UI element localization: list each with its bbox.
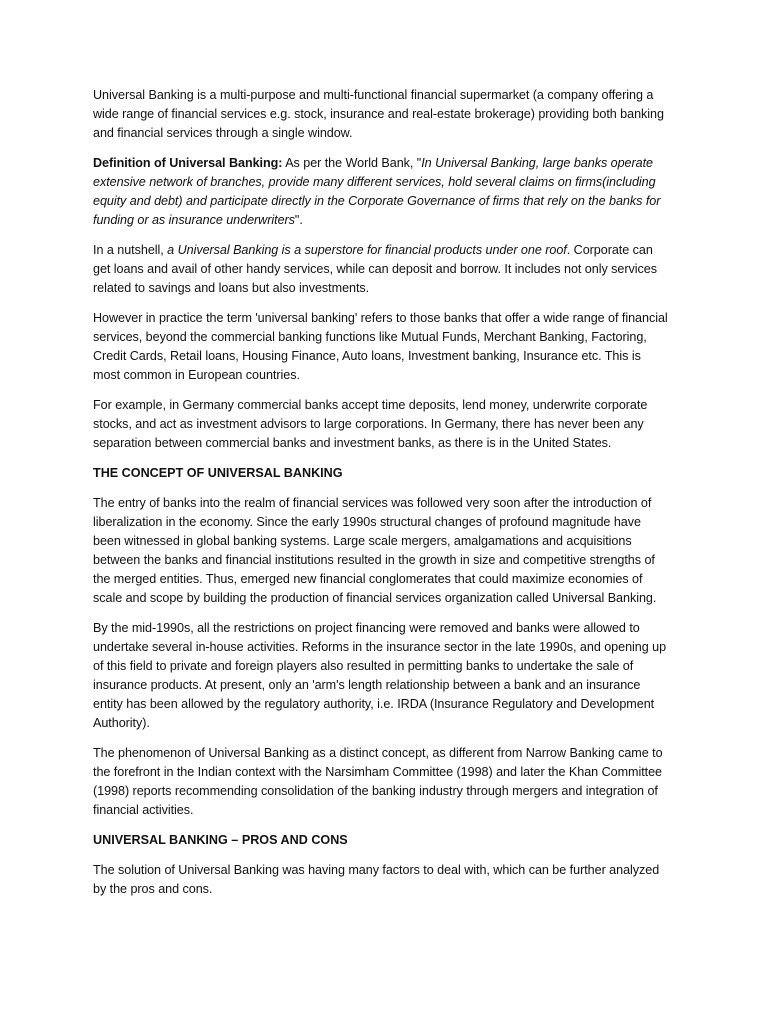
nutshell-emphasis: a Universal Banking is a superstore for financial products under one roof	[167, 243, 567, 257]
definition-paragraph	[93, 154, 668, 230]
germany-paragraph: For example, in Germany commercial banks accept time deposits, lend money, underwrite corporate stocks, and act as investment advisors to large corporations. In Germany, there has never been any separation between commercial banks and investment banks, as there is in the United States.	[93, 398, 648, 450]
nutshell-rest: . Corporate can get loans and avail of other handy services, while can deposit and borrow. It includes not only services related to savings and loans but also investments.	[93, 243, 657, 295]
practice-paragraph: However in practice the term 'universal banking' refers to those banks that offer a wide range of financial services, beyond the commercial banking functions like Mutual Funds, Merchant Banking, Factoring, Credit Cards, Retail loans, Housing Finance, Auto loans, Investment banking, Insurance etc. This is most common in European countries.	[93, 311, 668, 382]
mid-1990s-paragraph: By the mid-1990s, all the restrictions on project financing were removed and banks were allowed to undertake several in-house activities. Reforms in the insurance sector in the late 1990s, and opening up of this field to private and foreign players also resulted in permitting banks to undertake the sale of insurance products. At present, only an 'arm's length relationship between a bank and an insurance entity has been allowed by the regulatory authority, i.e. IRDA (Insurance Regulatory and Development Authority).	[93, 621, 667, 730]
phenomenon-paragraph: The phenomenon of Universal Banking as a distinct concept, as different from Narrow Banking came to the forefront in the Indian context with the Narsimham Committee (1998) and later the Khan Committee (1998) reports recommending consolidation of the banking industry through mergers and integration of financial activities.	[93, 746, 663, 817]
nutshell-paragraph	[93, 241, 668, 298]
solution-paragraph: The solution of Universal Banking was having many factors to deal with, which can be further analyzed by the pros and cons.	[93, 863, 660, 896]
definition-label: Definition of Universal Banking:	[93, 156, 283, 170]
nutshell-lead: In a nutshell,	[93, 243, 168, 257]
entry-paragraph: The entry of banks into the realm of financial services was followed very soon after the introduction of liberalization in the economy. Since the early 1990s structural changes of profound magnitude have been witnessed in global banking systems. Large scale mergers, amalgamations and acquisitions between the banks and financial institutions resulted in the growth in size and competitive strengths of the merged entities. Thus, emerged new financial conglomerates that could maximize economies of scale and scope by building the production of financial services organization called Universal Banking.	[93, 496, 657, 605]
definition-quote: In Universal Banking, large banks operate extensive network of branches, provide many different services, hold several claims on firms(including equity and debt) and participate directly in the Corporate Governance of firms that rely on the banks for funding or as insurance underwriters	[93, 156, 661, 227]
concept-heading: THE CONCEPT OF UNIVERSAL BANKING	[93, 466, 343, 480]
intro-paragraph: Universal Banking is a multi-purpose and multi-functional financial supermarket (a company offering a wide range of financial services e.g. stock, insurance and real-estate brokerage) providing both banking and financial services through a single window.	[93, 88, 664, 140]
definition-lead: As per the World Bank, "	[282, 156, 422, 170]
pros-cons-heading: UNIVERSAL BANKING – PROS AND CONS	[93, 833, 348, 847]
definition-end: ".	[294, 213, 303, 227]
